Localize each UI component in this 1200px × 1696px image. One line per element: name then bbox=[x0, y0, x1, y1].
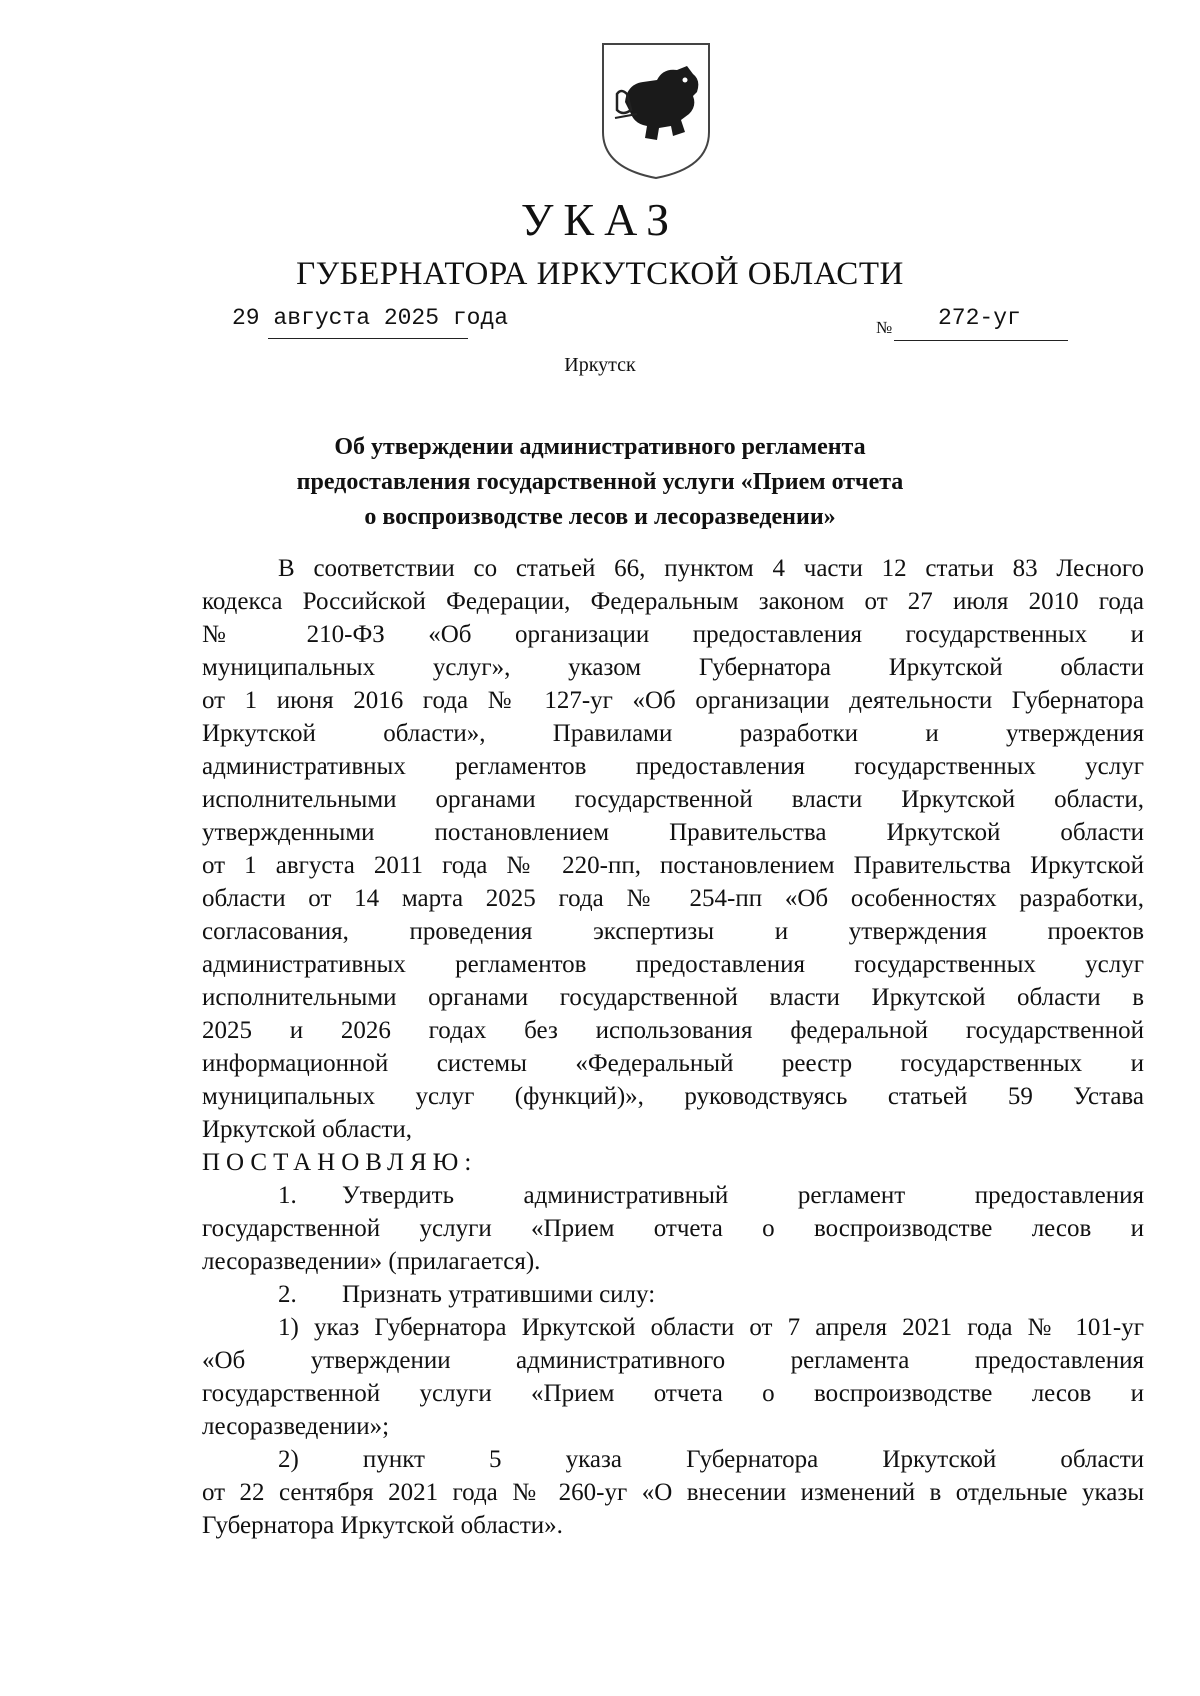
item-1-line: государственной услуги «Прием отчета о воспроизводстве лесов и bbox=[202, 1215, 1144, 1242]
heading-line: предоставления государственной услуги «Прием отчета bbox=[296, 469, 904, 495]
subitem-2-line: 2) пункт 5 указа Губернатора Иркутской области bbox=[278, 1446, 1144, 1473]
preamble-line: согласования, проведения экспертизы и утверждения проектов bbox=[202, 918, 1144, 945]
preamble-line: административных регламентов предоставления государственных услуг bbox=[202, 753, 1144, 780]
subitem-2-line: от 22 сентября 2021 года № 260-уг «О внесении изменений в отдельные указы bbox=[202, 1479, 1144, 1506]
preamble-line: административных регламентов предоставления государственных услуг bbox=[202, 951, 1144, 978]
number-sign: № bbox=[876, 318, 893, 337]
preamble-line: от 1 июня 2016 года № 127-уг «Об организации деятельности Губернатора bbox=[202, 687, 1144, 714]
document-subtitle: ГУБЕРНАТОРА ИРКУТСКОЙ ОБЛАСТИ bbox=[296, 256, 904, 292]
preamble-line: исполнительными органами государственной власти Иркутской области в bbox=[202, 984, 1144, 1011]
preamble-line: исполнительными органами государственной власти Иркутской области, bbox=[202, 786, 1144, 813]
preamble-line: Иркутской области, bbox=[202, 1116, 412, 1143]
resolve-word: ПОСТАНОВЛЯЮ: bbox=[202, 1149, 478, 1176]
preamble-line: Иркутской области», Правилами разработки и утверждения bbox=[202, 720, 1144, 747]
preamble-line: информационной системы «Федеральный реестр государственных и bbox=[202, 1050, 1144, 1077]
preamble-line: утвержденными постановлением Правительства Иркутской области bbox=[202, 819, 1144, 846]
preamble-line: кодекса Российской Федерации, Федеральным законом от 27 июля 2010 года bbox=[202, 588, 1144, 615]
document-number: 272-уг bbox=[938, 305, 1021, 331]
item-1-first-line bbox=[202, 1179, 1144, 1212]
document-heading bbox=[0, 430, 1200, 535]
subitem-1-line: лесоразведении»; bbox=[202, 1413, 390, 1440]
preamble-line: В соответствии со статьей 66, пунктом 4 части 12 статьи 83 Лесного bbox=[278, 555, 1144, 582]
coat-of-arms-icon bbox=[597, 40, 715, 182]
item-2-line bbox=[202, 1278, 1144, 1311]
heading-line: о воспроизводстве лесов и лесоразведении» bbox=[364, 504, 836, 530]
item-1-text: Утвердить административный регламент предоставления bbox=[342, 1182, 1144, 1209]
preamble-line: области от 14 марта 2025 года № 254-пп «Об особенностях разработки, bbox=[202, 885, 1144, 912]
item-number: 1. bbox=[278, 1182, 297, 1209]
preamble-line: муниципальных услуг», указом Губернатора Иркутской области bbox=[202, 654, 1144, 681]
preamble-line: от 1 августа 2011 года № 220-пп, постановлением Правительства Иркутской bbox=[202, 852, 1144, 879]
item-2-text: Признать утратившими силу: bbox=[342, 1281, 656, 1308]
document-body bbox=[202, 552, 1144, 1542]
subitem-1-line: «Об утверждении административного регламента предоставления bbox=[202, 1347, 1144, 1374]
item-1-line: лесоразведении» (прилагается). bbox=[202, 1248, 541, 1275]
preamble-line: муниципальных услуг (функций)», руководствуясь статьей 59 Устава bbox=[202, 1083, 1144, 1110]
subitem-1-line: государственной услуги «Прием отчета о воспроизводстве лесов и bbox=[202, 1380, 1144, 1407]
subitem-1-line: 1) указ Губернатора Иркутской области от 7 апреля 2021 года № 101-уг bbox=[278, 1314, 1144, 1341]
heading-line: Об утверждении административного регламента bbox=[334, 434, 866, 460]
preamble-line: № 210-ФЗ «Об организации предоставления государственных и bbox=[202, 621, 1144, 648]
document-city: Иркутск bbox=[564, 354, 636, 376]
preamble-line: 2025 и 2026 годах без использования федеральной государственной bbox=[202, 1017, 1144, 1044]
document-date: 29 августа 2025 года bbox=[232, 305, 509, 331]
subitem-2-line: Губернатора Иркутской области». bbox=[202, 1512, 563, 1539]
date-underline bbox=[268, 338, 468, 339]
item-number: 2. bbox=[278, 1281, 297, 1308]
document-title: УКАЗ bbox=[520, 194, 680, 245]
number-underline bbox=[894, 340, 1068, 341]
